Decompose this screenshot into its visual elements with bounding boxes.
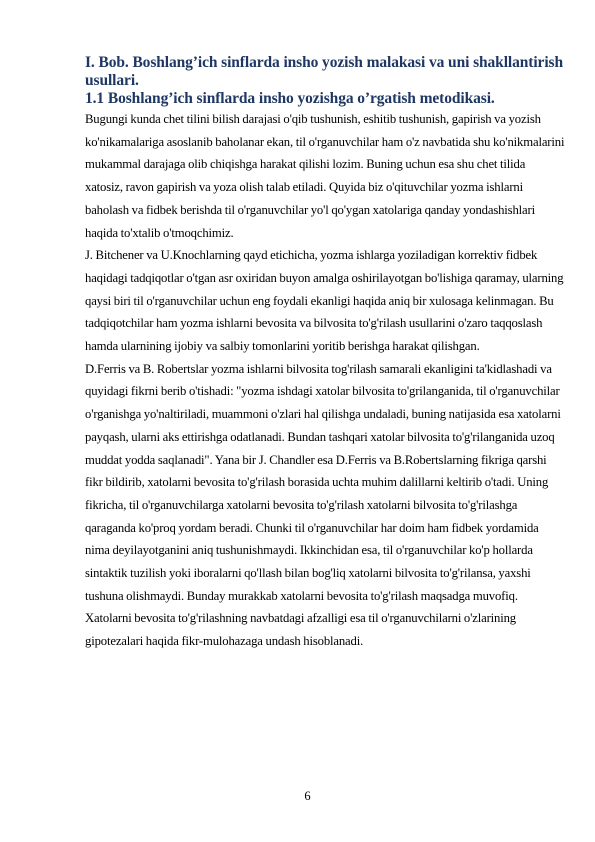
section-heading: 1.1 Boshlang’ich sinflarda insho yozishga o’rgatish metodikasi. [85,90,495,107]
body-text [85,108,565,653]
paragraph-3: D.Ferris va B. Robertslar yozma ishlarni bilvosita tog'rilash samarali ekanligini ta'kidlashadi va quyidagi fikrni berib o'tishadi: "yozma ishdagi xatolar bilvosita to'grilanganida, til o'rganuvchilar o'rganishga yo'naltiriladi, muammoni o'zlari hal qilishga undaladi, buning natijasida esa xatolarni payqash, ularni aks ettirishga odatlanadi. Bundan tashqari xatolar bilvosita to'g'rilanganida uzoq muddat yodda saqlanadi". Yana bir J. Chandler esa D.Ferris va B.Robertslarning fikriga qarshi fikr bildirib, xatolarni bevosita to'g'rilash borasida uchta muhim dalillarni keltirib o'tadi. Uning fikricha, til o'rganuvchilarga xatolarni bevosita to'g'rilash xatolarni bilvosita to'g'rilashga qaraganda ko'proq yordam beradi. Chunki til o'rganuvchilar har doim ham fidbek yordamida nima deyilayotganini aniq tushunishmaydi. Ikkinchidan esa, til o'rganuvchilar ko'p hollarda sintaktik tuzilish yoki iboralarni qo'llash bilan bog'liq xatolarni bilvosita to'g'rilansa, yaxshi tushuna olishmaydi. Bunday murakkab xatolarni bevosita to'g'rilash maqsadga muvofiq. Xatolarni bevosita to'g'rilashning navbatdagi afzalligi esa til o'rganuvchilarni o'zlarining gipotezalari haqida fikr-mulohazaga undash hisoblanadi. [85,361,561,649]
document-page [85,54,565,653]
page-number: 6 [304,789,311,803]
chapter-heading: I. Bob. Boshlang’ich sinflarda insho yozish malakasi va uni shakllantirish usullari. [85,54,563,89]
paragraph-2: J. Bitchener va U.Knochlarning qayd etichicha, yozma ishlarga yoziladigan korrektiv fidbek haqidagi tadqiqotlar o'tgan asr oxiridan buyon amalga oshirilayotgan bo'lishiga qaramay, ularning qaysi biri til o'rganuvchilar uchun eng foydali ekanligi haqida aniq bir xulosaga kelinmagan. Bu tadqiqotchilar ham yozma ishlarni bevosita va bilvosita to'g'rilash usullarini o'zaro taqqoslash hamda ularnining ijobiy va salbiy tomonlarini yoritib berishga harakat qilishgan. [85,248,564,354]
paragraph-1: Bugungi kunda chet tilini bilish darajasi o'qib tushunish, eshitib tushunish, gapirish va yozish ko'nikamalariga asoslanib baholanar ekan, til o'rganuvchilar ham o'z navbatida shu ko'nikmalarini mukammal darajaga olib chiqishga harakat qilishi lozim. Buning uchun esa shu chet tilida xatosiz, ravon gapirish va yoza olish talab etiladi. Quyida biz o'qituvchilar yozma ishlarni baholash va fidbek berishda til o'rganuvchilar yo'l qo'ygan xatolariga qanday yondashishlari haqida to'xtalib o'tmoqchimiz. [85,112,565,240]
